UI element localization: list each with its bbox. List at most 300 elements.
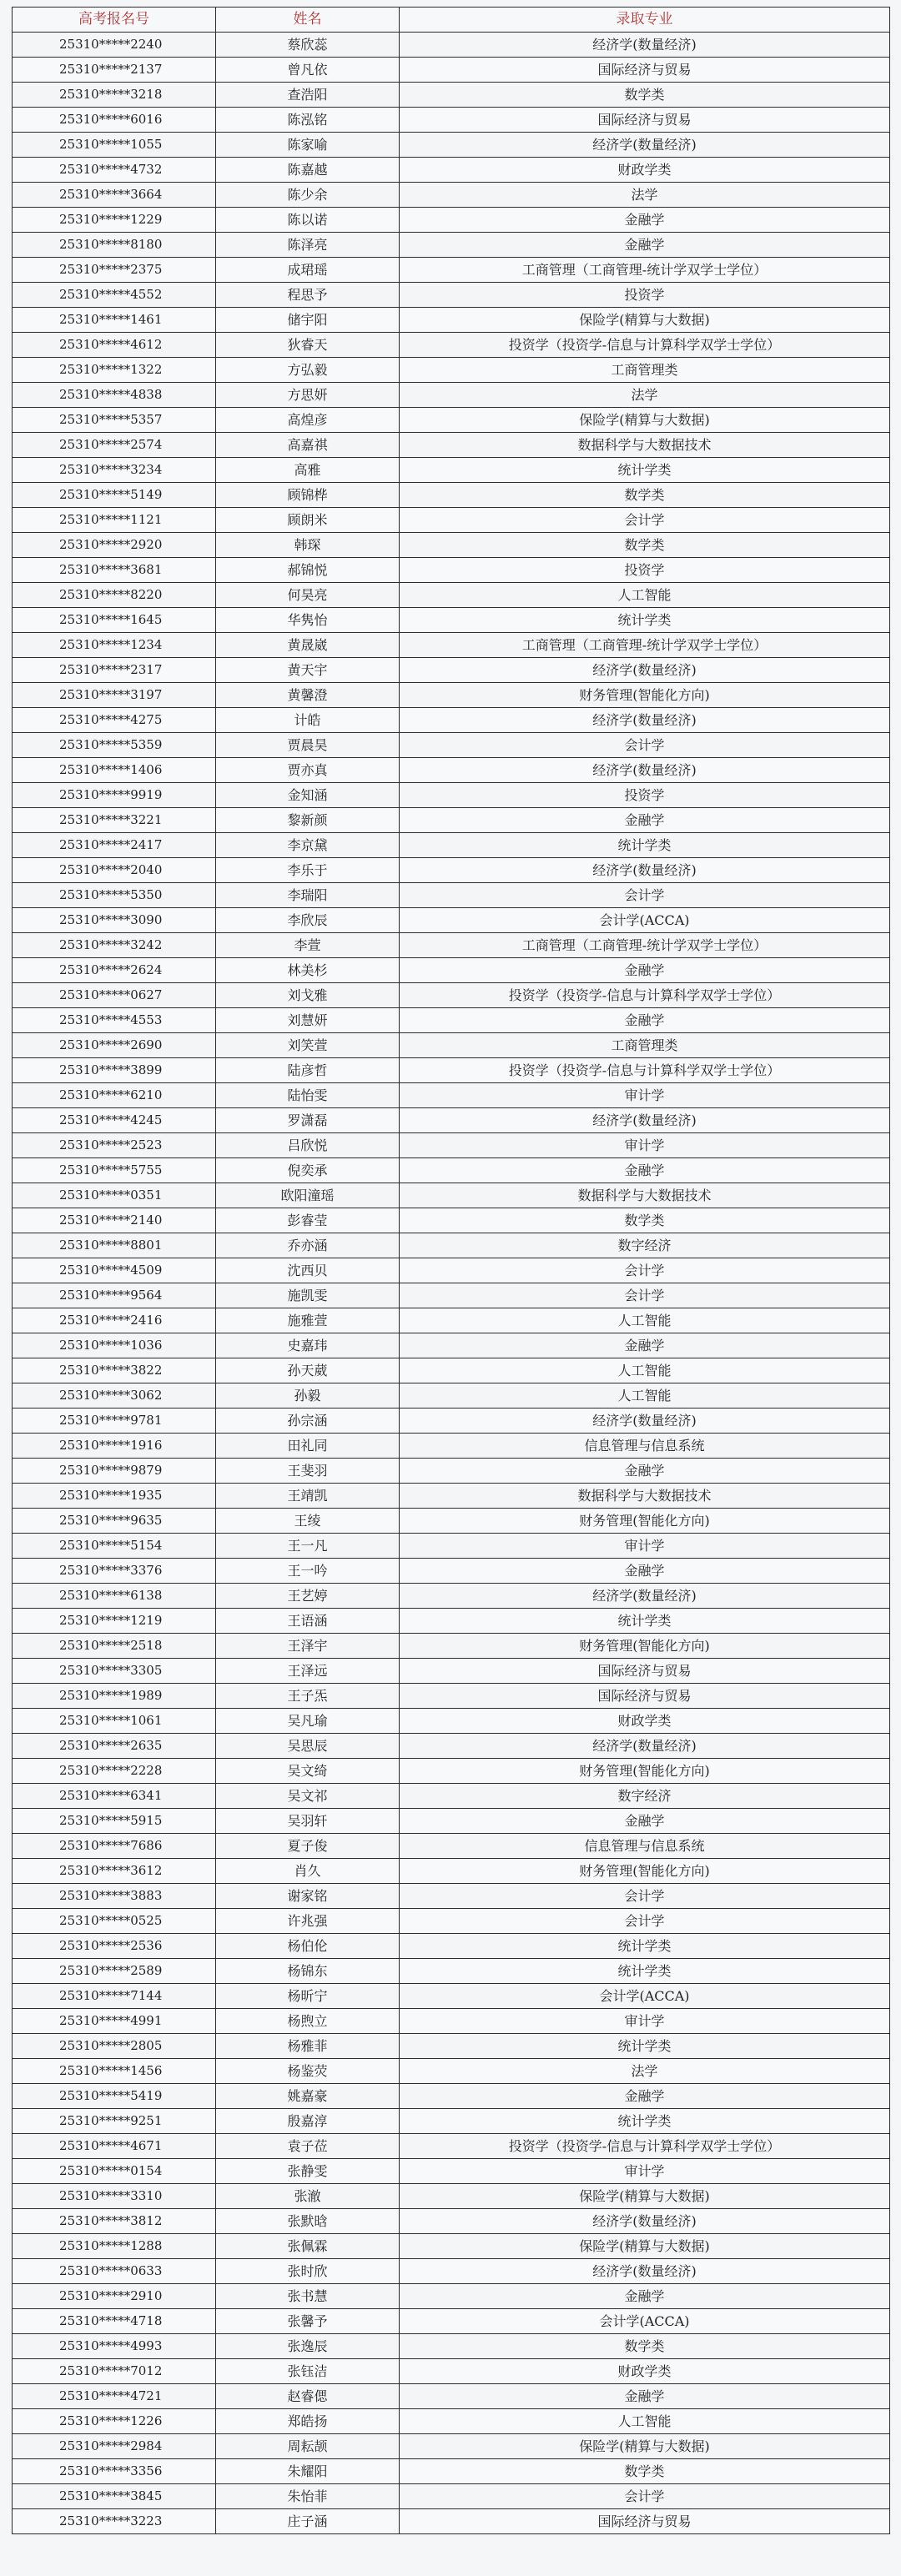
cell-exam-id: 25310*****2984 bbox=[13, 2434, 216, 2459]
table-row bbox=[13, 608, 890, 633]
table-row bbox=[13, 408, 890, 433]
cell-major: 工商管理类 bbox=[400, 358, 890, 383]
table-row bbox=[13, 483, 890, 508]
table-row bbox=[13, 1083, 890, 1108]
cell-exam-id: 25310*****2624 bbox=[13, 958, 216, 983]
cell-name: 王绫 bbox=[216, 1509, 400, 1534]
cell-major: 经济学(数量经济) bbox=[400, 133, 890, 158]
table-row bbox=[13, 2334, 890, 2359]
cell-name: 孙宗涵 bbox=[216, 1409, 400, 1434]
table-row bbox=[13, 158, 890, 183]
table-row bbox=[13, 1409, 890, 1434]
table-row bbox=[13, 433, 890, 458]
cell-major: 投资学（投资学-信息与计算科学双学士学位） bbox=[400, 333, 890, 358]
table-row bbox=[13, 133, 890, 158]
cell-name: 李瑞阳 bbox=[216, 883, 400, 908]
cell-exam-id: 25310*****1989 bbox=[13, 1684, 216, 1709]
cell-name: 顾锦桦 bbox=[216, 483, 400, 508]
cell-exam-id: 25310*****5350 bbox=[13, 883, 216, 908]
cell-exam-id: 25310*****1645 bbox=[13, 608, 216, 633]
cell-name: 计皓 bbox=[216, 708, 400, 733]
table-row bbox=[13, 1684, 890, 1709]
cell-name: 杨煦立 bbox=[216, 2009, 400, 2034]
table-row bbox=[13, 558, 890, 583]
table-row bbox=[13, 1008, 890, 1033]
cell-exam-id: 25310*****4838 bbox=[13, 383, 216, 408]
cell-major: 信息管理与信息系统 bbox=[400, 1434, 890, 1459]
table-row bbox=[13, 1634, 890, 1659]
cell-major: 统计学类 bbox=[400, 1959, 890, 1984]
cell-name: 田礼同 bbox=[216, 1434, 400, 1459]
cell-exam-id: 25310*****2416 bbox=[13, 1308, 216, 1333]
table-row bbox=[13, 1333, 890, 1358]
table-row bbox=[13, 2384, 890, 2409]
cell-name: 刘笑萱 bbox=[216, 1033, 400, 1058]
cell-exam-id: 25310*****3376 bbox=[13, 1559, 216, 1584]
table-row bbox=[13, 1609, 890, 1634]
cell-name: 王泽远 bbox=[216, 1659, 400, 1684]
cell-exam-id: 25310*****4509 bbox=[13, 1258, 216, 1283]
cell-name: 吴思辰 bbox=[216, 1734, 400, 1759]
cell-exam-id: 25310*****9879 bbox=[13, 1459, 216, 1484]
cell-name: 陆彦哲 bbox=[216, 1058, 400, 1083]
cell-exam-id: 25310*****5357 bbox=[13, 408, 216, 433]
cell-name: 陈泓铭 bbox=[216, 108, 400, 133]
cell-major: 数学类 bbox=[400, 2459, 890, 2484]
cell-name: 王一吟 bbox=[216, 1559, 400, 1584]
table-row bbox=[13, 708, 890, 733]
table-row bbox=[13, 2034, 890, 2059]
cell-name: 张逸辰 bbox=[216, 2334, 400, 2359]
table-row bbox=[13, 33, 890, 58]
cell-exam-id: 25310*****1322 bbox=[13, 358, 216, 383]
cell-name: 陈嘉越 bbox=[216, 158, 400, 183]
cell-major: 财务管理(智能化方向) bbox=[400, 1759, 890, 1784]
cell-exam-id: 25310*****9251 bbox=[13, 2109, 216, 2134]
cell-name: 吴凡瑜 bbox=[216, 1709, 400, 1734]
cell-major: 财政学类 bbox=[400, 158, 890, 183]
cell-major: 审计学 bbox=[400, 1083, 890, 1108]
cell-major: 工商管理（工商管理-统计学双学士学位） bbox=[400, 258, 890, 283]
cell-major: 审计学 bbox=[400, 2009, 890, 2034]
table-row bbox=[13, 1459, 890, 1484]
cell-name: 王一凡 bbox=[216, 1534, 400, 1559]
table-row bbox=[13, 1909, 890, 1934]
cell-name: 成珺瑶 bbox=[216, 258, 400, 283]
cell-major: 经济学(数量经济) bbox=[400, 1409, 890, 1434]
cell-exam-id: 25310*****4552 bbox=[13, 283, 216, 308]
cell-major: 数据科学与大数据技术 bbox=[400, 1183, 890, 1208]
cell-exam-id: 25310*****7012 bbox=[13, 2359, 216, 2384]
cell-major: 财务管理(智能化方向) bbox=[400, 1859, 890, 1884]
cell-exam-id: 25310*****3822 bbox=[13, 1358, 216, 1383]
table-row bbox=[13, 1033, 890, 1058]
cell-major: 金融学 bbox=[400, 1459, 890, 1484]
cell-major: 经济学(数量经济) bbox=[400, 658, 890, 683]
cell-name: 李乐于 bbox=[216, 858, 400, 883]
table-row bbox=[13, 1984, 890, 2009]
cell-exam-id: 25310*****2690 bbox=[13, 1033, 216, 1058]
cell-exam-id: 25310*****2910 bbox=[13, 2284, 216, 2309]
table-row bbox=[13, 833, 890, 858]
cell-name: 朱怡菲 bbox=[216, 2484, 400, 2509]
cell-name: 陈泽亮 bbox=[216, 233, 400, 258]
cell-exam-id: 25310*****0154 bbox=[13, 2159, 216, 2184]
table-row bbox=[13, 1959, 890, 1984]
cell-name: 黄天宇 bbox=[216, 658, 400, 683]
table-row bbox=[13, 1834, 890, 1859]
table-row bbox=[13, 1809, 890, 1834]
cell-major: 保险学(精算与大数据) bbox=[400, 308, 890, 333]
cell-major: 法学 bbox=[400, 183, 890, 208]
cell-major: 投资学（投资学-信息与计算科学双学士学位） bbox=[400, 983, 890, 1008]
table-row bbox=[13, 633, 890, 658]
cell-name: 储宇阳 bbox=[216, 308, 400, 333]
cell-exam-id: 25310*****0351 bbox=[13, 1183, 216, 1208]
table-row bbox=[13, 2159, 890, 2184]
cell-exam-id: 25310*****4721 bbox=[13, 2384, 216, 2409]
cell-exam-id: 25310*****2240 bbox=[13, 33, 216, 58]
cell-major: 国际经济与贸易 bbox=[400, 108, 890, 133]
cell-name: 孙天葳 bbox=[216, 1358, 400, 1383]
cell-name: 黎新颜 bbox=[216, 808, 400, 833]
table-row bbox=[13, 733, 890, 758]
cell-major: 经济学(数量经济) bbox=[400, 1108, 890, 1133]
table-row bbox=[13, 83, 890, 108]
cell-major: 数据科学与大数据技术 bbox=[400, 1484, 890, 1509]
cell-major: 人工智能 bbox=[400, 1308, 890, 1333]
cell-name: 史嘉玮 bbox=[216, 1333, 400, 1358]
cell-exam-id: 25310*****5359 bbox=[13, 733, 216, 758]
table-row bbox=[13, 883, 890, 908]
cell-major: 财政学类 bbox=[400, 1709, 890, 1734]
cell-major: 数字经济 bbox=[400, 1233, 890, 1258]
cell-exam-id: 25310*****2635 bbox=[13, 1734, 216, 1759]
cell-name: 黄晟崴 bbox=[216, 633, 400, 658]
table-row bbox=[13, 1534, 890, 1559]
table-body bbox=[13, 33, 890, 2534]
cell-name: 高煌彦 bbox=[216, 408, 400, 433]
admission-table bbox=[12, 7, 890, 2534]
cell-name: 林美杉 bbox=[216, 958, 400, 983]
cell-exam-id: 25310*****9781 bbox=[13, 1409, 216, 1434]
table-row bbox=[13, 2484, 890, 2509]
cell-major: 投资学（投资学-信息与计算科学双学士学位） bbox=[400, 2134, 890, 2159]
cell-major: 财政学类 bbox=[400, 2359, 890, 2384]
table-row bbox=[13, 508, 890, 533]
cell-major: 财务管理(智能化方向) bbox=[400, 1509, 890, 1534]
cell-exam-id: 25310*****0633 bbox=[13, 2259, 216, 2284]
cell-major: 国际经济与贸易 bbox=[400, 2509, 890, 2534]
cell-major: 会计学 bbox=[400, 733, 890, 758]
table-row bbox=[13, 1784, 890, 1809]
cell-major: 经济学(数量经济) bbox=[400, 758, 890, 783]
cell-exam-id: 25310*****1461 bbox=[13, 308, 216, 333]
cell-name: 吕欣悦 bbox=[216, 1133, 400, 1158]
cell-name: 欧阳潼瑶 bbox=[216, 1183, 400, 1208]
table-row bbox=[13, 333, 890, 358]
cell-major: 金融学 bbox=[400, 2384, 890, 2409]
cell-exam-id: 25310*****1219 bbox=[13, 1609, 216, 1634]
cell-exam-id: 25310*****1288 bbox=[13, 2234, 216, 2259]
cell-major: 统计学类 bbox=[400, 1934, 890, 1959]
cell-major: 金融学 bbox=[400, 2284, 890, 2309]
cell-exam-id: 25310*****4993 bbox=[13, 2334, 216, 2359]
table-row bbox=[13, 758, 890, 783]
cell-exam-id: 25310*****3681 bbox=[13, 558, 216, 583]
table-row bbox=[13, 1358, 890, 1383]
cell-name: 李京黛 bbox=[216, 833, 400, 858]
table-row bbox=[13, 2134, 890, 2159]
table-row bbox=[13, 858, 890, 883]
cell-exam-id: 25310*****5154 bbox=[13, 1534, 216, 1559]
table-row bbox=[13, 983, 890, 1008]
cell-major: 金融学 bbox=[400, 208, 890, 233]
table-row bbox=[13, 2284, 890, 2309]
cell-exam-id: 25310*****8220 bbox=[13, 583, 216, 608]
cell-major: 经济学(数量经济) bbox=[400, 33, 890, 58]
table-row bbox=[13, 808, 890, 833]
cell-name: 郑皓扬 bbox=[216, 2409, 400, 2434]
table-row bbox=[13, 1434, 890, 1459]
cell-name: 殷嘉淳 bbox=[216, 2109, 400, 2134]
table-row bbox=[13, 2309, 890, 2334]
table-row bbox=[13, 2509, 890, 2534]
cell-major: 金融学 bbox=[400, 1809, 890, 1834]
cell-name: 黄馨澄 bbox=[216, 683, 400, 708]
cell-name: 庄子涵 bbox=[216, 2509, 400, 2534]
cell-name: 陈以诺 bbox=[216, 208, 400, 233]
cell-major: 工商管理（工商管理-统计学双学士学位） bbox=[400, 633, 890, 658]
table-row bbox=[13, 383, 890, 408]
cell-name: 王艺婷 bbox=[216, 1584, 400, 1609]
cell-exam-id: 25310*****5755 bbox=[13, 1158, 216, 1183]
cell-exam-id: 25310*****2589 bbox=[13, 1959, 216, 1984]
cell-name: 姚嘉豪 bbox=[216, 2084, 400, 2109]
cell-exam-id: 25310*****3845 bbox=[13, 2484, 216, 2509]
cell-major: 数学类 bbox=[400, 1208, 890, 1233]
cell-exam-id: 25310*****0627 bbox=[13, 983, 216, 1008]
table-row bbox=[13, 2059, 890, 2084]
table-row bbox=[13, 783, 890, 808]
cell-major: 工商管理类 bbox=[400, 1033, 890, 1058]
cell-name: 乔亦涵 bbox=[216, 1233, 400, 1258]
table-row bbox=[13, 233, 890, 258]
cell-major: 数据科学与大数据技术 bbox=[400, 433, 890, 458]
cell-name: 周耘颉 bbox=[216, 2434, 400, 2459]
table-row bbox=[13, 1258, 890, 1283]
cell-exam-id: 25310*****6016 bbox=[13, 108, 216, 133]
table-row bbox=[13, 1484, 890, 1509]
cell-name: 蔡欣蕊 bbox=[216, 33, 400, 58]
cell-major: 投资学 bbox=[400, 283, 890, 308]
cell-name: 王靖凯 bbox=[216, 1484, 400, 1509]
cell-major: 会计学(ACCA) bbox=[400, 908, 890, 933]
table-row bbox=[13, 1584, 890, 1609]
cell-exam-id: 25310*****6138 bbox=[13, 1584, 216, 1609]
cell-major: 审计学 bbox=[400, 1133, 890, 1158]
cell-exam-id: 25310*****3310 bbox=[13, 2184, 216, 2209]
table-row bbox=[13, 1659, 890, 1684]
cell-exam-id: 25310*****1229 bbox=[13, 208, 216, 233]
cell-exam-id: 25310*****3234 bbox=[13, 458, 216, 483]
cell-exam-id: 25310*****3305 bbox=[13, 1659, 216, 1684]
table-row bbox=[13, 1208, 890, 1233]
cell-name: 程思予 bbox=[216, 283, 400, 308]
cell-major: 统计学类 bbox=[400, 833, 890, 858]
cell-major: 财务管理(智能化方向) bbox=[400, 1634, 890, 1659]
table-row bbox=[13, 208, 890, 233]
cell-exam-id: 25310*****1226 bbox=[13, 2409, 216, 2434]
cell-major: 金融学 bbox=[400, 1333, 890, 1358]
cell-name: 查浩阳 bbox=[216, 83, 400, 108]
cell-name: 吴羽轩 bbox=[216, 1809, 400, 1834]
cell-exam-id: 25310*****1234 bbox=[13, 633, 216, 658]
table-row bbox=[13, 2084, 890, 2109]
cell-exam-id: 25310*****3242 bbox=[13, 933, 216, 958]
cell-exam-id: 25310*****3664 bbox=[13, 183, 216, 208]
cell-name: 华隽怡 bbox=[216, 608, 400, 633]
header-exam-id: 高考报名号 bbox=[13, 8, 216, 33]
table-row bbox=[13, 1734, 890, 1759]
table-row bbox=[13, 1133, 890, 1158]
cell-major: 保险学(精算与大数据) bbox=[400, 2184, 890, 2209]
table-row bbox=[13, 1108, 890, 1133]
cell-major: 国际经济与贸易 bbox=[400, 1684, 890, 1709]
table-row bbox=[13, 2459, 890, 2484]
cell-name: 王斐羽 bbox=[216, 1459, 400, 1484]
cell-major: 统计学类 bbox=[400, 2109, 890, 2134]
cell-exam-id: 25310*****2140 bbox=[13, 1208, 216, 1233]
cell-name: 施雅萱 bbox=[216, 1308, 400, 1333]
cell-exam-id: 25310*****6341 bbox=[13, 1784, 216, 1809]
cell-major: 国际经济与贸易 bbox=[400, 1659, 890, 1684]
cell-exam-id: 25310*****2417 bbox=[13, 833, 216, 858]
cell-major: 数学类 bbox=[400, 83, 890, 108]
cell-name: 杨鉴荧 bbox=[216, 2059, 400, 2084]
cell-name: 吴文祁 bbox=[216, 1784, 400, 1809]
cell-name: 张佩霖 bbox=[216, 2234, 400, 2259]
cell-major: 会计学 bbox=[400, 508, 890, 533]
cell-exam-id: 25310*****3612 bbox=[13, 1859, 216, 1884]
cell-major: 经济学(数量经济) bbox=[400, 1734, 890, 1759]
cell-major: 金融学 bbox=[400, 1008, 890, 1033]
cell-exam-id: 25310*****4245 bbox=[13, 1108, 216, 1133]
cell-exam-id: 25310*****3197 bbox=[13, 683, 216, 708]
cell-exam-id: 25310*****4612 bbox=[13, 333, 216, 358]
cell-name: 张默晗 bbox=[216, 2209, 400, 2234]
table-row bbox=[13, 108, 890, 133]
cell-major: 数学类 bbox=[400, 533, 890, 558]
cell-name: 顾朗米 bbox=[216, 508, 400, 533]
cell-exam-id: 25310*****2518 bbox=[13, 1634, 216, 1659]
cell-major: 金融学 bbox=[400, 2084, 890, 2109]
cell-name: 陆怡雯 bbox=[216, 1083, 400, 1108]
cell-name: 杨伯伦 bbox=[216, 1934, 400, 1959]
cell-exam-id: 25310*****2523 bbox=[13, 1133, 216, 1158]
cell-exam-id: 25310*****3223 bbox=[13, 2509, 216, 2534]
cell-name: 韩琛 bbox=[216, 533, 400, 558]
header-name: 姓名 bbox=[216, 8, 400, 33]
cell-name: 贾晨昊 bbox=[216, 733, 400, 758]
cell-name: 夏子俊 bbox=[216, 1834, 400, 1859]
cell-exam-id: 25310*****1121 bbox=[13, 508, 216, 533]
cell-exam-id: 25310*****2317 bbox=[13, 658, 216, 683]
cell-name: 曾凡依 bbox=[216, 58, 400, 83]
cell-exam-id: 25310*****1036 bbox=[13, 1333, 216, 1358]
cell-exam-id: 25310*****4732 bbox=[13, 158, 216, 183]
cell-name: 许兆强 bbox=[216, 1909, 400, 1934]
cell-name: 张钰洁 bbox=[216, 2359, 400, 2384]
cell-name: 肖久 bbox=[216, 1859, 400, 1884]
table-row bbox=[13, 1383, 890, 1409]
cell-major: 审计学 bbox=[400, 2159, 890, 2184]
cell-name: 张静雯 bbox=[216, 2159, 400, 2184]
cell-exam-id: 25310*****2805 bbox=[13, 2034, 216, 2059]
cell-exam-id: 25310*****4553 bbox=[13, 1008, 216, 1033]
cell-exam-id: 25310*****3090 bbox=[13, 908, 216, 933]
cell-major: 数学类 bbox=[400, 2334, 890, 2359]
cell-name: 王泽宇 bbox=[216, 1634, 400, 1659]
cell-exam-id: 25310*****5419 bbox=[13, 2084, 216, 2109]
cell-major: 财务管理(智能化方向) bbox=[400, 683, 890, 708]
cell-major: 人工智能 bbox=[400, 2409, 890, 2434]
cell-name: 杨雅菲 bbox=[216, 2034, 400, 2059]
cell-exam-id: 25310*****5149 bbox=[13, 483, 216, 508]
cell-exam-id: 25310*****3883 bbox=[13, 1884, 216, 1909]
cell-name: 何昊亮 bbox=[216, 583, 400, 608]
table-row bbox=[13, 2009, 890, 2034]
cell-major: 金融学 bbox=[400, 958, 890, 983]
table-row bbox=[13, 1559, 890, 1584]
cell-name: 贾亦真 bbox=[216, 758, 400, 783]
cell-exam-id: 25310*****3356 bbox=[13, 2459, 216, 2484]
cell-name: 张书慧 bbox=[216, 2284, 400, 2309]
table-row bbox=[13, 2359, 890, 2384]
cell-exam-id: 25310*****7686 bbox=[13, 1834, 216, 1859]
cell-major: 统计学类 bbox=[400, 608, 890, 633]
cell-exam-id: 25310*****2040 bbox=[13, 858, 216, 883]
cell-name: 张时欣 bbox=[216, 2259, 400, 2284]
cell-major: 法学 bbox=[400, 2059, 890, 2084]
cell-major: 会计学(ACCA) bbox=[400, 1984, 890, 2009]
cell-major: 人工智能 bbox=[400, 583, 890, 608]
cell-name: 袁子莅 bbox=[216, 2134, 400, 2159]
cell-major: 数学类 bbox=[400, 483, 890, 508]
cell-major: 国际经济与贸易 bbox=[400, 58, 890, 83]
table-row bbox=[13, 2259, 890, 2284]
cell-exam-id: 25310*****2375 bbox=[13, 258, 216, 283]
cell-name: 沈西贝 bbox=[216, 1258, 400, 1283]
table-row bbox=[13, 58, 890, 83]
cell-major: 会计学 bbox=[400, 1258, 890, 1283]
cell-major: 工商管理（工商管理-统计学双学士学位） bbox=[400, 933, 890, 958]
cell-name: 金知涵 bbox=[216, 783, 400, 808]
table-row bbox=[13, 583, 890, 608]
cell-exam-id: 25310*****2228 bbox=[13, 1759, 216, 1784]
cell-name: 王语涵 bbox=[216, 1609, 400, 1634]
cell-name: 李欣辰 bbox=[216, 908, 400, 933]
cell-exam-id: 25310*****9635 bbox=[13, 1509, 216, 1534]
cell-name: 张馨予 bbox=[216, 2309, 400, 2334]
cell-major: 法学 bbox=[400, 383, 890, 408]
cell-name: 刘戈雅 bbox=[216, 983, 400, 1008]
cell-exam-id: 25310*****3221 bbox=[13, 808, 216, 833]
cell-major: 审计学 bbox=[400, 1534, 890, 1559]
table-row bbox=[13, 908, 890, 933]
table-row bbox=[13, 1283, 890, 1308]
table-row bbox=[13, 1859, 890, 1884]
